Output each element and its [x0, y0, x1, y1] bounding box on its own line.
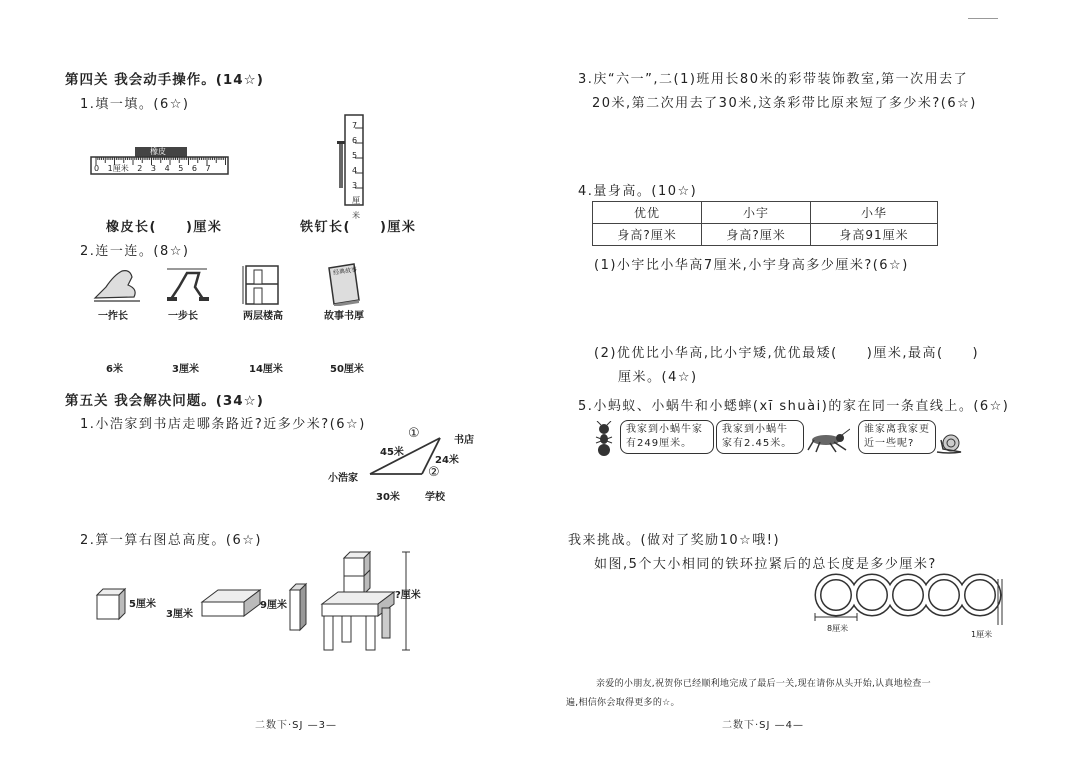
height-table-cell: 身高?厘米 [593, 224, 702, 246]
q2-title: 2.连一连。(8☆) [80, 244, 190, 259]
ant-speech-bubble: 我家到小蜗牛家有249厘米。 [620, 420, 714, 454]
section5-title: 第五关 我会解决问题。(34☆) [65, 393, 264, 409]
section4-title: 第四关 我会动手操作。(14☆) [65, 72, 264, 88]
nail-icon [339, 143, 343, 188]
challenge-text: 如图,5个大小相同的铁环拉紧后的总长度是多少厘米? [594, 557, 937, 572]
eraser-label: 橡皮 [150, 147, 166, 156]
hand-span-icon [92, 265, 142, 305]
cube-height-label: 5厘米 [129, 599, 156, 610]
slab-height-label: 3厘米 [166, 609, 193, 620]
vruler-tick-labels: 7 6 5 4 3厘米 [352, 121, 360, 220]
closing-line1: 亲爱的小朋友,祝贺你已经顺利地完成了最后一关,现在请你从头开始,认真地检查一 [596, 679, 931, 689]
q2-item-step: 一步长 [168, 311, 198, 322]
school-label: 学校 [425, 492, 445, 503]
ruler-tick-labels: 0 1厘米 2 3 4 5 6 7 [94, 164, 211, 173]
stool-height-label: 9厘米 [260, 600, 287, 611]
height-table-header: 小宇 [702, 202, 811, 224]
q2-value-3: 14厘米 [249, 364, 283, 375]
stacked-stool-figure [318, 548, 413, 654]
ring-width-label: 8厘米 [827, 624, 849, 633]
slab-figure [198, 588, 262, 620]
q7-title: 5.小蚂蚁、小蜗牛和小蟋蟀(xī shuài)的家在同一条直线上。(6☆) [578, 399, 1010, 414]
q4-title: 2.算一算右图总高度。(6☆) [80, 533, 262, 548]
cube-figure [95, 585, 127, 621]
stool-leg-figure [288, 582, 310, 632]
total-height-label: ?厘米 [395, 590, 421, 601]
height-table [592, 201, 938, 246]
top-rule [968, 18, 998, 19]
home-label: 小浩家 [328, 473, 358, 484]
ring-thickness-label: 1厘米 [971, 630, 993, 639]
q2-value-1: 6米 [106, 364, 123, 375]
route-1-label: ① [408, 426, 420, 441]
story-book-title: 经典故事 [332, 266, 358, 277]
distance-24-label: 24米 [435, 455, 459, 466]
distance-30-label: 30米 [376, 492, 400, 503]
height-table-header: 小华 [811, 202, 938, 224]
height-table-cell: 身高?厘米 [702, 224, 811, 246]
q5-text-line2: 20米,第二次用去了30米,这条彩带比原来短了多少米?(6☆) [592, 96, 977, 111]
q1-title: 1.填一填。(6☆) [80, 97, 190, 112]
two-floor-building-icon [242, 262, 282, 306]
q2-item-building: 两层楼高 [243, 311, 283, 322]
cricket-icon [806, 428, 850, 454]
q1-eraser-answer: 橡皮长( )厘米 [106, 220, 223, 235]
q5-text-line1: 3.庆“六一”,二(1)班用长80米的彩带装饰教室,第一次用去了 [578, 72, 969, 87]
iron-rings-figure [808, 569, 1008, 629]
route-2-label: ② [428, 465, 440, 480]
distance-45-label: 45米 [380, 447, 404, 458]
q2-item-book: 故事书厚 [324, 311, 364, 322]
bookstore-label: 书店 [454, 435, 474, 446]
q6-sub2-line2: 厘米。(4☆) [618, 370, 698, 385]
q2-value-2: 3厘米 [172, 364, 199, 375]
snail-speech-bubble: 谁家离我家更近一些呢? [858, 420, 936, 454]
cricket-speech-bubble: 我家到小蜗牛家有2.45米。 [716, 420, 804, 454]
height-table-cell: 身高91厘米 [811, 224, 938, 246]
q6-sub1: (1)小宇比小华高7厘米,小宇身高多少厘米?(6☆) [594, 258, 909, 273]
q2-value-4: 50厘米 [330, 364, 364, 375]
q3-title: 1.小浩家到书店走哪条路近?近多少米?(6☆) [80, 417, 366, 432]
closing-line2: 遍,相信你会取得更多的☆。 [566, 698, 680, 708]
q6-sub2-line1: (2)优优比小华高,比小宇矮,优优最矮( )厘米,最高( ) [594, 346, 980, 361]
height-table-header: 优优 [593, 202, 702, 224]
snail-icon [935, 432, 963, 454]
step-icon [165, 265, 210, 305]
q1-nail-answer: 铁钉长( )厘米 [300, 220, 417, 235]
right-page-footer: 二数下·SJ —4— [722, 720, 805, 731]
q2-item-hand-span: 一拃长 [98, 311, 128, 322]
ant-icon [592, 421, 616, 457]
q6-title: 4.量身高。(10☆) [578, 184, 698, 199]
left-page-footer: 二数下·SJ —3— [255, 720, 338, 731]
challenge-title: 我来挑战。(做对了奖励10☆哦!) [568, 533, 781, 548]
